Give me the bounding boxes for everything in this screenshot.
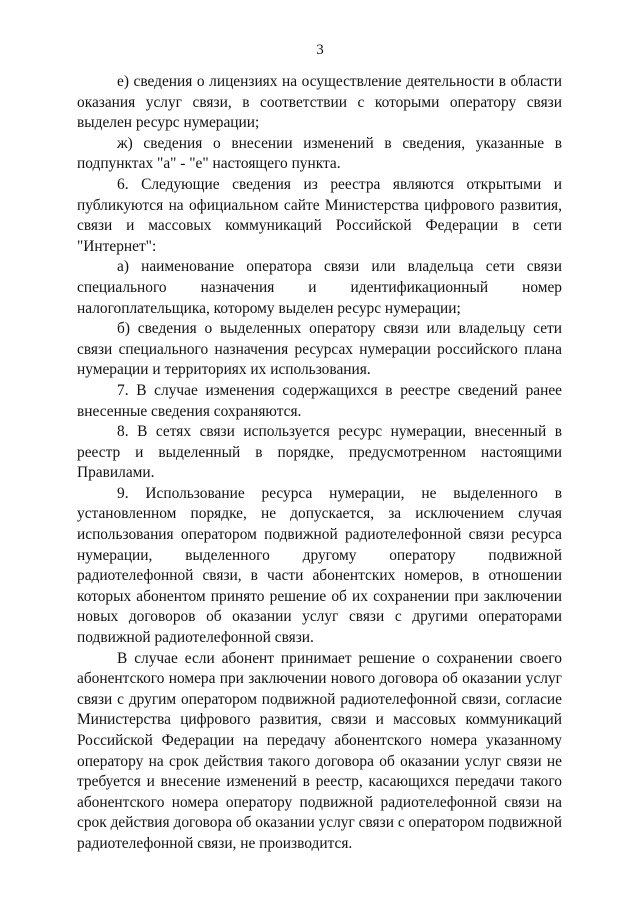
paragraph-clause-9-continuation: В случае если абонент принимает решение о сохранении своего абонентского номера при заключении нового договора об оказании услуг связи с другим оператором подвижной радиотелефонной связи, согласие Министерства цифрового развития, связи и массовых коммуникаций Российской Федерации на передачу абонентского номера указанному оператору на срок действия такого договора об оказании услуг связи не требуется и внесение изменений в реестр, касающихся передачи такого абонентского номера оператору подвижной радиотелефонной связи на срок действия договора об оказании услуг связи с оператором подвижной радиотелефонной связи, не производится.: [77, 649, 562, 852]
paragraph-item-zh: ж) сведения о внесении изменений в сведения, указанные в подпунктах "а" - "е" настоящего пункта.: [77, 134, 562, 173]
document-body: [77, 72, 562, 855]
paragraph-clause-8: 8. В сетях связи используется ресурс нумерации, внесенный в реестр и выделенный в порядке, предусмотренном настоящими Правилами.: [77, 423, 562, 482]
paragraph-item-b: б) сведения о выделенных оператору связи или владельцу сети связи специального назначения ресурсах нумерации российского плана нумерации и территориях их использования.: [77, 320, 562, 379]
paragraph-item-e: е) сведения о лицензиях на осуществление деятельности в области оказания услуг связи, в соответствии с которыми оператору связи выделен ресурс нумерации;: [77, 73, 562, 132]
page-number: 3: [316, 42, 324, 58]
paragraph-clause-7: 7. В случае изменения содержащихся в реестре сведений ранее внесенные сведения сохраняются.: [77, 381, 562, 420]
paragraph-clause-9: 9. Использование ресурса нумерации, не выделенного в установленном порядке, не допускается, за исключением случая использования оператором подвижной радиотелефонной связи ресурса нумерации, выделенного другому оператору подвижной радиотелефонной связи, в части абонентских номеров, в отношении которых абонентом принято решение об их сохранении при заключении новых договоров об оказании услуг связи с другими операторами подвижной радиотелефонной связи.: [77, 484, 562, 647]
paragraph-clause-6: 6. Следующие сведения из реестра являются открытыми и публикуются на официальном сайте Министерства цифрового развития, связи и массовых коммуникаций Российской Федерации в сети "Интернет":: [77, 175, 562, 255]
paragraph-item-a: а) наименование оператора связи или владельца сети связи специального назначения и идентификационный номер налогоплательщика, которому выделен ресурс нумерации;: [77, 258, 562, 317]
